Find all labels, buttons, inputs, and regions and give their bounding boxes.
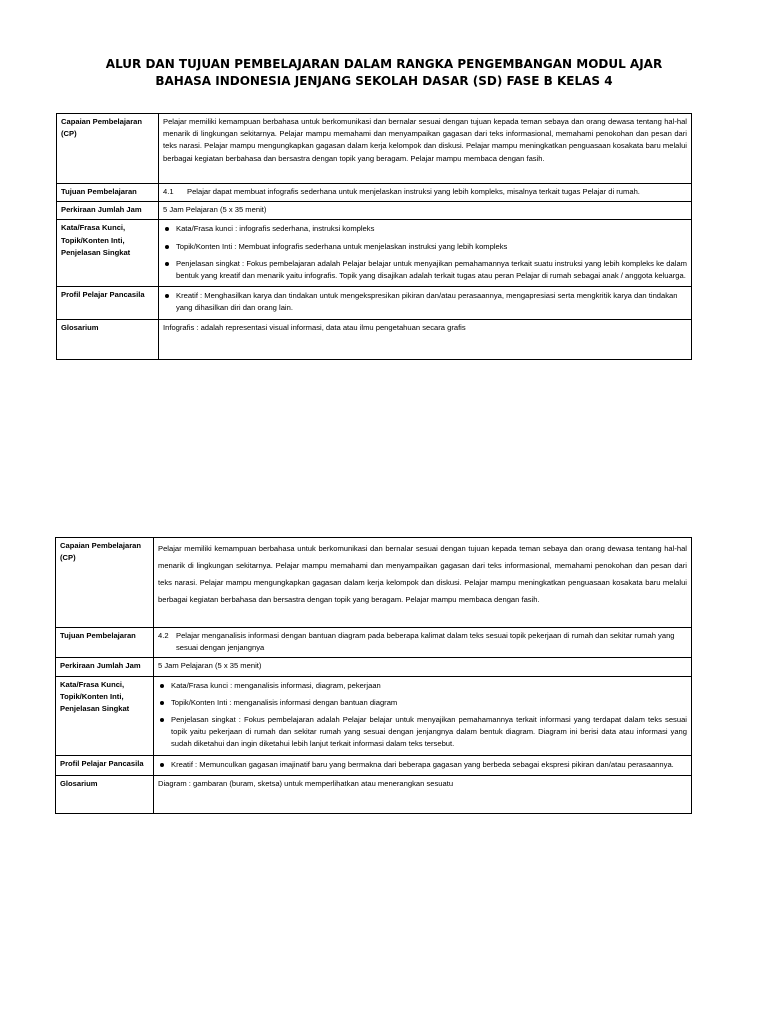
jam-text: 5 Jam Pelajaran (5 x 35 menit): [159, 202, 692, 220]
tp-cell: [159, 184, 692, 202]
learning-table-2: [55, 537, 692, 814]
row-glosarium: [56, 775, 692, 813]
cp-label: Capaian Pembelajaran (CP): [56, 538, 154, 628]
list-item: Penjelasan singkat : Fokus pembelajaran adalah Pelajar belajar untuk menyajikan pemahamannya terkait suatu instruksi yang lebih kompleks ke dalam bentuk yang kreatif dan menarik yaitu infografis. Topik yang disajikan adalah terkait tugas atau peran Pelajar di rumah sebagai anak / anggota keluarga.: [163, 258, 687, 282]
tp-text: Pelajar menganalisis informasi dengan bantuan diagram pada beberapa kalimat dalam teks sesuai topik pekerjaan di rumah dan sekitar rumah yang sesuai dengan jenjangnya: [176, 631, 675, 653]
kata-label: Kata/Frasa Kunci, Topik/Konten Inti, Penjelasan Singkat: [56, 676, 154, 755]
row-tp: [57, 184, 692, 202]
row-kata: [56, 676, 692, 755]
list-item: Kreatif : Menghasilkan karya dan tindakan untuk mengekspresikan pikiran dan/atau perasaannya, mengapresiasi serta mengkritik karya dan tindakan yang dihasilkan diri dan orang lain.: [163, 290, 687, 314]
row-jam: [57, 202, 692, 220]
row-jam: [56, 658, 692, 676]
tp-number: 4.2: [158, 631, 169, 640]
profil-cell: [154, 755, 692, 775]
tp-label: Tujuan Pembelajaran: [57, 184, 159, 202]
row-kata: [57, 220, 692, 287]
tp-number: 4.1: [163, 187, 174, 196]
profil-cell: [159, 287, 692, 319]
kata-cell: [159, 220, 692, 287]
row-profil: [56, 755, 692, 775]
list-item: Kata/Frasa kunci : menganalisis informasi, diagram, pekerjaan: [158, 680, 687, 692]
row-glosarium: [57, 319, 692, 359]
glosarium-label: Glosarium: [57, 319, 159, 359]
list-item: Topik/Konten Inti : menganalisis informasi dengan bantuan diagram: [158, 697, 687, 709]
title-line-1: ALUR DAN TUJUAN PEMBELAJARAN DALAM RANGKA PENGEMBANGAN MODUL AJAR: [105, 57, 663, 71]
list-item: Kreatif : Memunculkan gagasan imajinatif baru yang bermakna dari beberapa gagasan yang berbeda sebagai ekspresi pikiran dan/atau perasaannya.: [158, 759, 687, 771]
kata-cell: [154, 676, 692, 755]
row-profil: [57, 287, 692, 319]
profil-label: Profil Pelajar Pancasila: [56, 755, 154, 775]
tp-text: Pelajar dapat membuat infografis sederhana untuk menjelaskan instruksi yang lebih kompleks, misalnya terkait tugas Pelajar di rumah.: [187, 187, 640, 196]
document-title: [0, 56, 768, 90]
row-tp: [56, 628, 692, 658]
glosarium-label: Glosarium: [56, 775, 154, 813]
glosarium-text: Diagram : gambaran (buram, sketsa) untuk memperlihatkan atau menerangkan sesuatu: [154, 775, 692, 813]
title-line-2: BAHASA INDONESIA JENJANG SEKOLAH DASAR (SD) FASE B KELAS 4: [155, 74, 613, 88]
jam-label: Perkiraan Jumlah Jam: [56, 658, 154, 676]
tp-cell: [154, 628, 692, 658]
list-item: Penjelasan singkat : Fokus pembelajaran adalah Pelajar belajar untuk menyajikan pemahamannya terkait informasi yang terdapat dalam teks sesuai topik yaitu pekerjaan di rumah dan sekitar rumah yang sesuai dengan jenjangnya dalam bentuk diagram. Diagram ini berisi data atau informasi yang sudah diketahui dan ingin diketahui lebih lanjut terkait informasi dalam teks tersebut.: [158, 714, 687, 751]
jam-text: 5 Jam Pelajaran (5 x 35 menit): [154, 658, 692, 676]
cp-text: Pelajar memiliki kemampuan berbahasa untuk berkomunikasi dan bernalar sesuai dengan tujuan kepada teman sebaya dan orang dewasa tentang hal-hal menarik di lingkungan sekitarnya. Pelajar mampu memahami dan menyampaikan gagasan dari teks informasional, memahami penokohan dan pesan dari teks narasi. Pelajar mampu mengungkapkan gagasan dalam kerja kelompok dan diskusi. Pelajar mampu meningkatkan penguasaan kosakata baru melalui berbagai kegiatan berbahasa dan bersastra dengan topik yang beragam. Pelajar mampu membaca dengan fasih.: [159, 114, 692, 184]
cp-label: Capaian Pembelajaran (CP): [57, 114, 159, 184]
row-cp: [57, 114, 692, 184]
learning-table-1: [56, 113, 692, 360]
list-item: Kata/Frasa kunci : infografis sederhana, instruksi kompleks: [163, 223, 687, 235]
kata-label: Kata/Frasa Kunci, Topik/Konten Inti, Penjelasan Singkat: [57, 220, 159, 287]
profil-label: Profil Pelajar Pancasila: [57, 287, 159, 319]
glosarium-text: Infografis : adalah representasi visual informasi, data atau ilmu pengetahuan secara grafis: [159, 319, 692, 359]
list-item: Topik/Konten Inti : Membuat infografis sederhana untuk menjelaskan instruksi yang lebih kompleks: [163, 241, 687, 253]
row-cp: [56, 538, 692, 628]
jam-label: Perkiraan Jumlah Jam: [57, 202, 159, 220]
cp-text: Pelajar memiliki kemampuan berbahasa untuk berkomunikasi dan bernalar sesuai dengan tujuan kepada teman sebaya dan orang dewasa tentang hal-hal menarik di lingkungan sekitarnya. Pelajar mampu memahami dan menyampaikan gagasan dari teks informasional, memahami penokohan dan pesan dari teks narasi. Pelajar mampu mengungkapkan gagasan dalam kerja kelompok dan diskusi. Pelajar mampu meningkatkan penguasaan kosakata baru melalui berbagai kegiatan berbahasa dan bersastra dengan topik yang beragam. Pelajar mampu membaca dengan fasih.: [154, 538, 692, 628]
tp-label: Tujuan Pembelajaran: [56, 628, 154, 658]
